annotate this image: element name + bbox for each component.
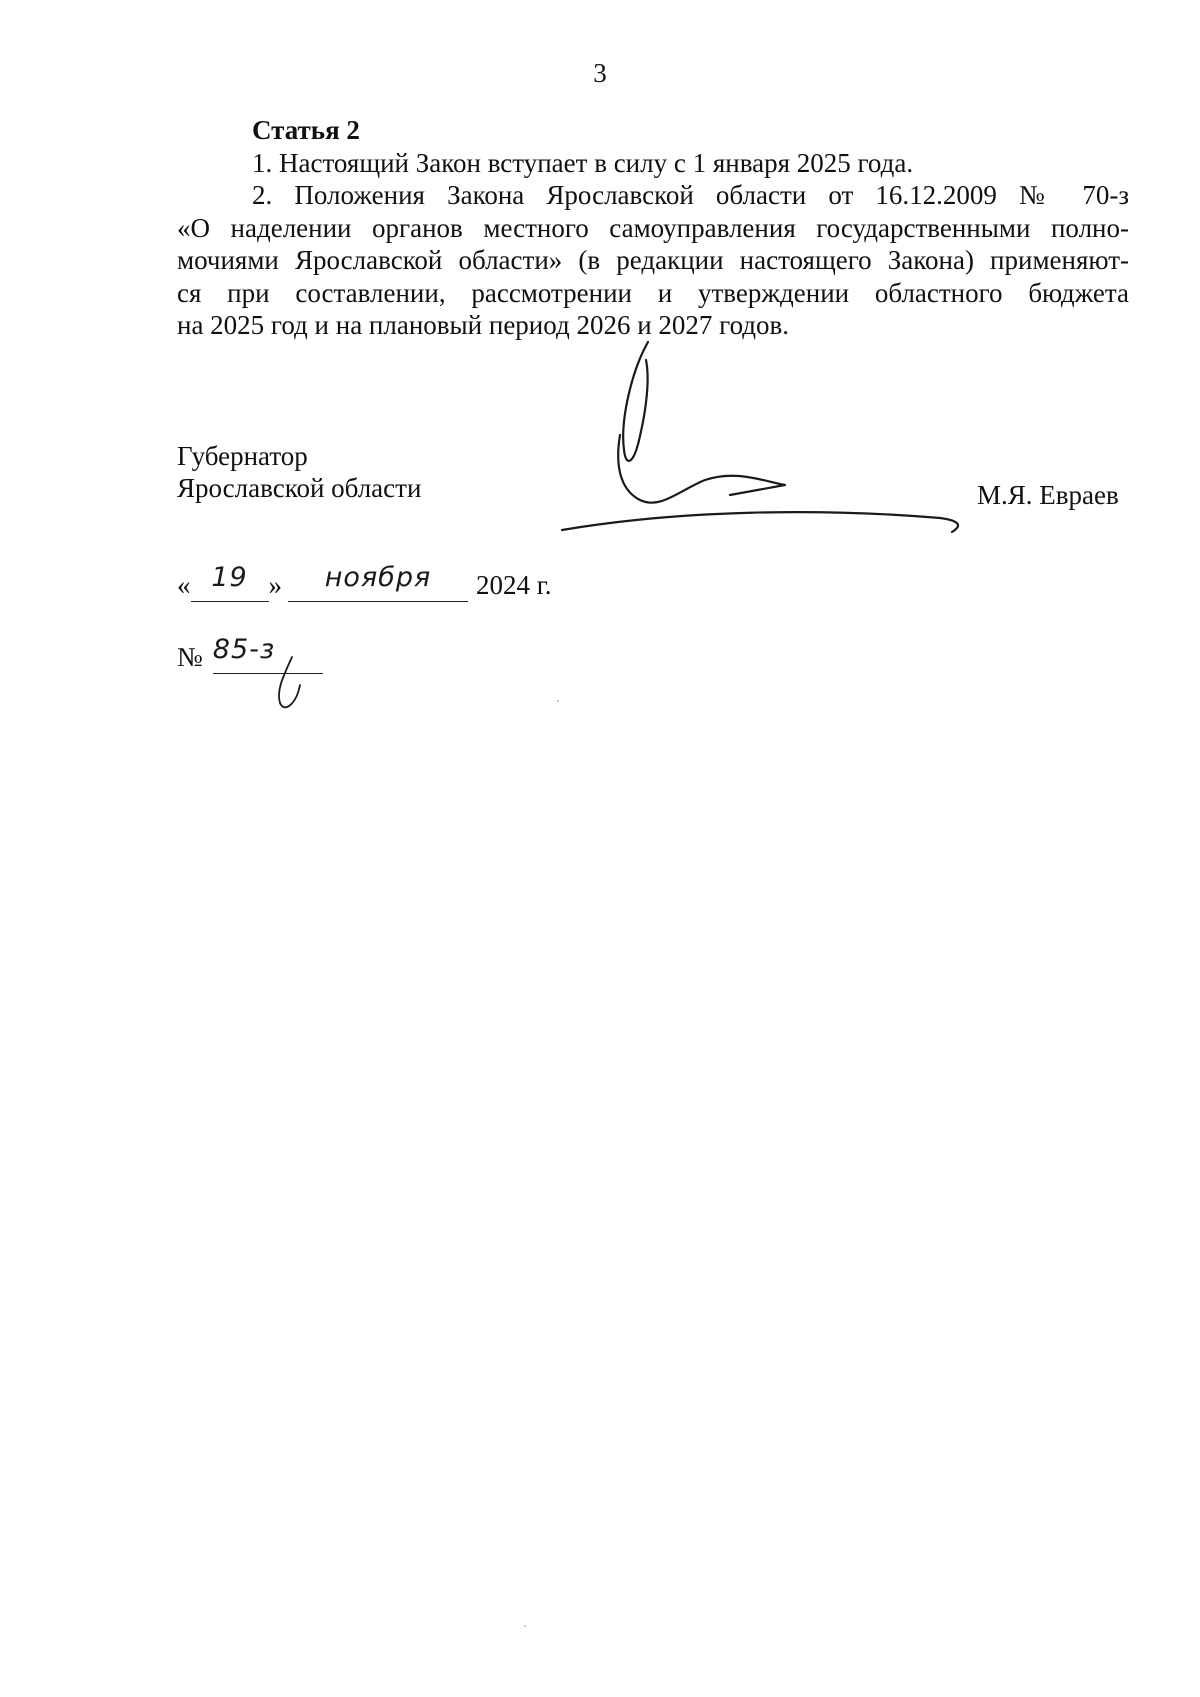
paragraph-2-line-4: ся при составлении, рассмотрении и утверждении областного бюджета (177, 277, 1129, 308)
date-year: 2024 г. (476, 570, 552, 600)
page-number: 3 (593, 58, 607, 88)
scan-speck (524, 1625, 526, 1627)
signing-date (177, 562, 552, 610)
paragraph-2-line-1: 2. Положения Закона Ярославской области от 16.12.2009 № 70-з (252, 180, 1129, 210)
date-day-field (191, 562, 269, 602)
date-day: 19 (211, 562, 248, 593)
handwritten-signature-icon (560, 340, 980, 550)
signatory-title (177, 440, 421, 504)
law-number-prefix: № (177, 642, 203, 672)
article-paragraph-1: 1. Настоящий Закон вступает в силу с 1 января 2025 года. (252, 147, 914, 178)
article-heading: Статья 2 (252, 115, 360, 145)
paragraph-2-line-2: «О наделении органов местного самоуправления государственными полно- (177, 212, 1129, 243)
date-month-field (288, 562, 468, 602)
law-number-value: 85-з (212, 634, 276, 665)
article-paragraph-2 (177, 179, 1129, 342)
paragraph-2-line-3: мочиями Ярославской области» (в редакции настоящего Закона) применяют- (177, 245, 1129, 275)
signatory-name: М.Я. Евраев (977, 480, 1119, 510)
date-open-quote: « (177, 570, 191, 600)
paragraph-2-line-5: на 2025 год и на плановый период 2026 и 2027 годов. (177, 310, 790, 340)
signatory-title-line-2: Ярославской области (177, 473, 422, 503)
date-month: ноября (324, 562, 432, 593)
date-close-quote: » (268, 570, 282, 600)
scan-speck (557, 700, 559, 702)
signatory-title-line-1: Губернатор (177, 441, 308, 471)
handwritten-hook-icon (270, 655, 320, 715)
article-2 (177, 114, 1129, 342)
